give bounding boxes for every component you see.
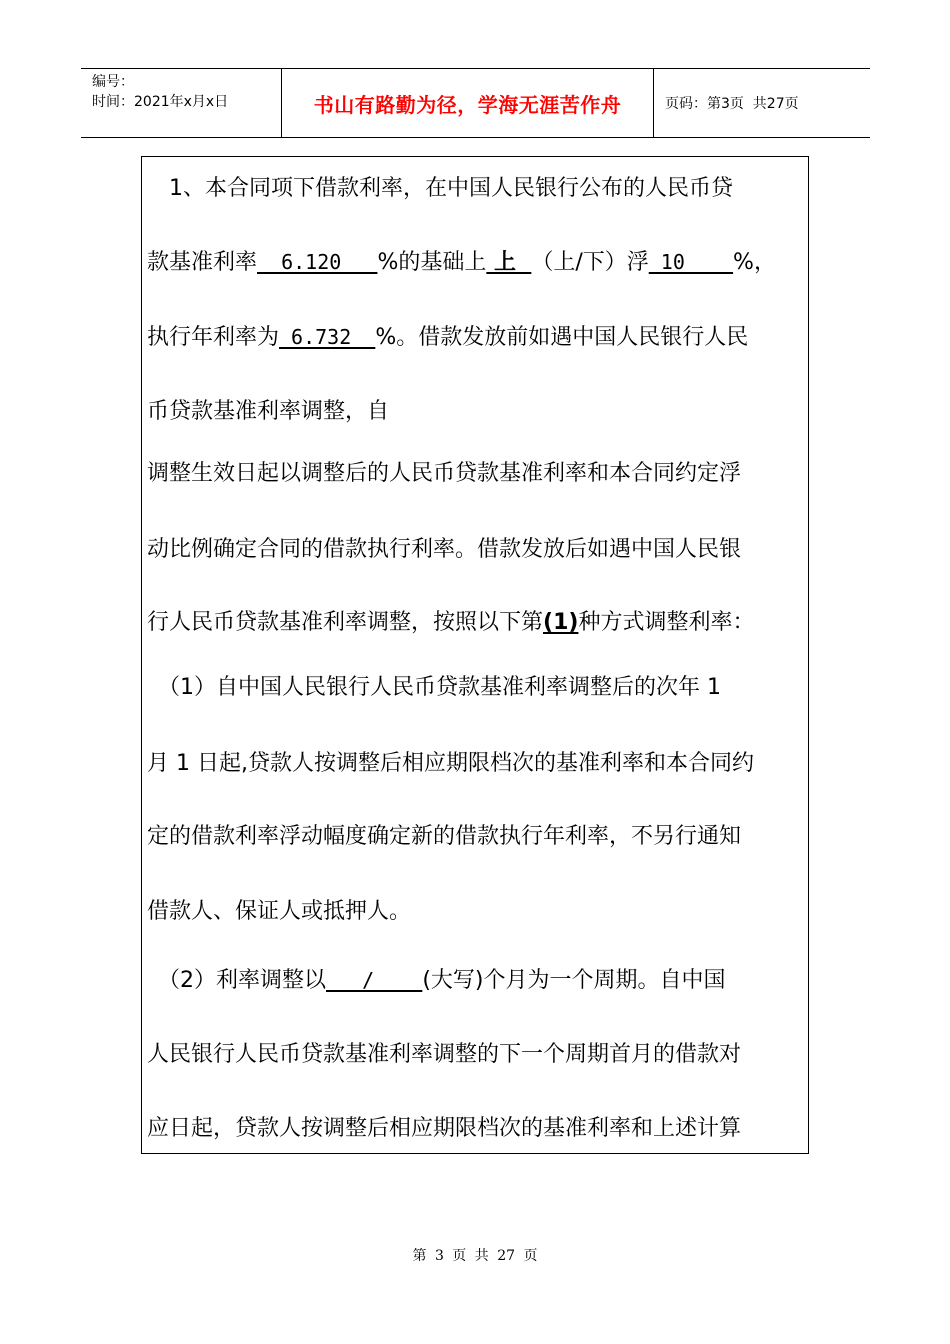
text-segment: %，	[733, 250, 776, 275]
text-line-9: 月 1 日起,贷款人按调整后相应期限档次的基准利率和本合同约	[147, 751, 754, 776]
text-line-10: 定的借款利率浮动幅度确定新的借款执行年利率，不另行通知	[147, 824, 742, 849]
text-line-1: 1、本合同项下借款利率，在中国人民银行公布的人民币贷	[147, 176, 733, 201]
text-line-6: 动比例确定合同的借款执行利率。借款发放后如遇中国人民银	[147, 537, 742, 562]
base-rate-value: 6.120	[257, 250, 378, 274]
contract-text-box	[141, 156, 809, 1154]
text-segment: (大写)个月为一个周期。自中国	[422, 968, 726, 993]
header-motto: 书山有路勤为径，学海无涯苦作舟	[282, 69, 654, 137]
text-line-11: 借款人、保证人或抵押人。	[147, 899, 412, 924]
text-line-2	[147, 247, 808, 277]
document-number-label: 编号：	[92, 74, 134, 90]
text-line-4: 币贷款基准利率调整，自	[147, 399, 390, 424]
page-header	[81, 68, 870, 138]
document-date-label: 时间：2021年x月x日	[92, 94, 229, 110]
page-footer: 第 3 页 共 27 页	[412, 1248, 538, 1264]
annual-rate-value: 6.732	[279, 325, 376, 349]
text-line-7	[147, 608, 808, 638]
text-segment: （上/下）浮	[531, 250, 649, 275]
text-segment: 行人民币贷款基准利率调整，按照以下第	[147, 610, 544, 635]
text-segment: （2）利率调整以	[147, 968, 326, 993]
adjustment-method-value: (1)	[543, 610, 579, 635]
text-line-8: （1）自中国人民银行人民币贷款基准利率调整后的次年 1	[147, 675, 721, 700]
float-percent-value: 10	[648, 250, 734, 274]
text-line-14: 应日起，贷款人按调整后相应期限档次的基准利率和上述计算	[147, 1116, 742, 1141]
text-line-3	[147, 322, 808, 352]
cycle-months-value: /	[326, 968, 423, 992]
header-page-info: 页码：第3页 共27页	[665, 96, 799, 112]
text-segment: %的基础上	[377, 250, 487, 275]
text-line-12	[147, 965, 808, 995]
text-line-13: 人民银行人民币贷款基准利率调整的下一个周期首月的借款对	[147, 1042, 742, 1067]
text-segment: 款基准利率	[147, 250, 258, 275]
text-segment: 执行年利率为	[147, 325, 280, 350]
header-meta	[81, 69, 282, 137]
text-segment: %。借款发放前如遇中国人民银行人民	[375, 325, 749, 350]
float-direction-value: 上	[486, 250, 532, 275]
text-segment: 种方式调整利率：	[578, 610, 755, 635]
text-line-5: 调整生效日起以调整后的人民币贷款基准利率和本合同约定浮	[147, 461, 742, 486]
